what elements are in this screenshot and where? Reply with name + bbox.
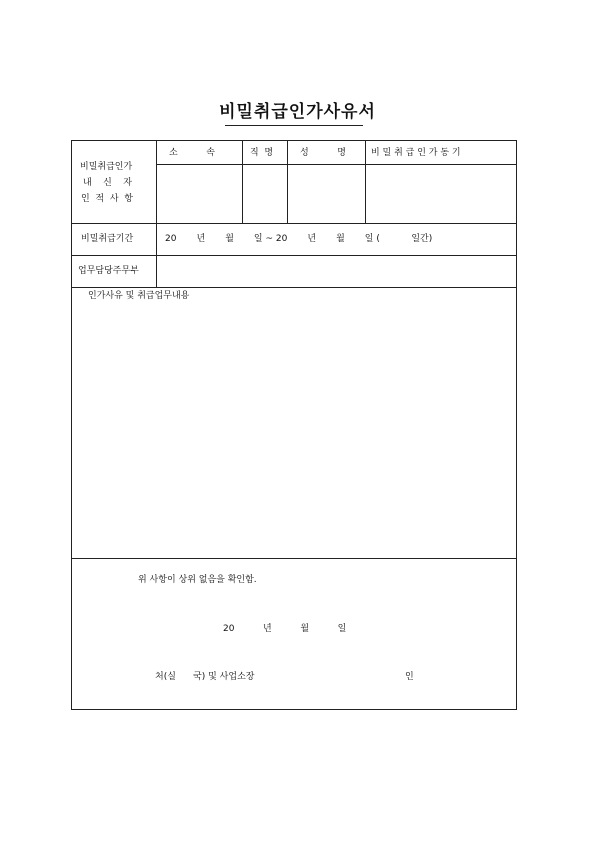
reason-field[interactable] [73,303,515,557]
seal-mark[interactable]: 인 [405,672,414,682]
header-position: 직 명 [250,148,274,158]
applicant-label-line3: 인 적 사 항 [81,194,133,204]
document-title: 비밀취급인가사유서 [219,102,376,122]
title-underline [225,125,363,126]
affiliation-field[interactable] [157,165,241,222]
applicant-label-line2: 내 신 자 [83,178,132,188]
applicant-label-line1: 비밀취급인가 [80,162,133,172]
motive-field[interactable] [366,165,515,222]
duty-field[interactable] [157,256,515,286]
form-frame [71,140,517,710]
reason-label: 인가사유 및 취급업무내용 [88,291,190,301]
header-motive: 비 밀 취 급 인 가 동 기 [371,148,461,158]
confirm-statement: 위 사항이 상위 없음을 확인함. [138,575,257,585]
period-field[interactable]: 20 년 월 일 ~ 20 년 월 일 ( 일간) [165,234,433,244]
period-label: 비밀취급기간 [81,234,134,244]
row-divider-applicant [72,223,516,224]
confirm-signer: 처(실 국) 및 사업소장 [155,672,255,682]
confirm-date[interactable]: 20 년 월 일 [223,624,347,634]
position-field[interactable] [243,165,286,222]
duty-label: 업무담당주무부 [78,266,139,276]
header-affiliation: 소 속 [169,148,215,158]
row-divider-reason [72,558,516,559]
name-field[interactable] [288,165,364,222]
header-name: 성 명 [300,148,346,158]
row-divider-duty [72,287,516,288]
